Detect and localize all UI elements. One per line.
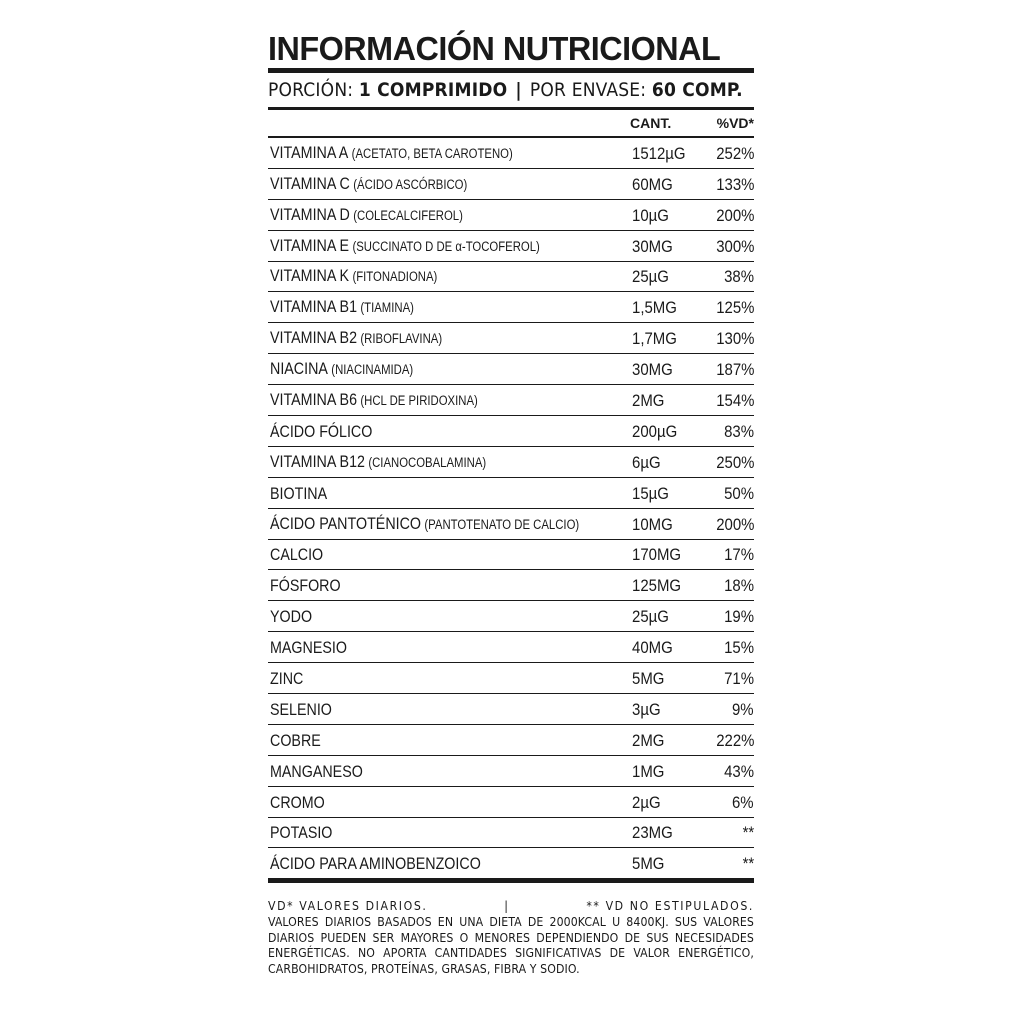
nutrient-daily-value: 300%	[715, 236, 754, 256]
container-label: POR ENVASE:	[529, 79, 647, 101]
nutrient-name	[270, 792, 325, 814]
nutrient-daily-value: 83%	[724, 421, 754, 441]
table-row	[268, 200, 754, 231]
nutrient-amount: 1,7MG	[632, 329, 677, 349]
table-row	[268, 725, 754, 756]
table-row	[268, 601, 754, 632]
nutrient-amount: 170MG	[632, 545, 682, 565]
portion-value: 1 COMPRIMIDO	[358, 79, 508, 101]
nutrient-amount: 15µG	[632, 483, 669, 503]
nutrient-amount: 25µG	[632, 267, 669, 287]
table-row	[268, 416, 754, 447]
footnote-separator: |	[504, 899, 510, 914]
nutrient-name	[270, 544, 323, 566]
nutrient-main-name: BIOTINA	[270, 483, 328, 503]
nutrient-daily-value: 17%	[724, 545, 754, 565]
nutrient-amount: 30MG	[632, 360, 673, 380]
nutrient-daily-value: 250%	[715, 452, 754, 472]
table-row	[268, 509, 754, 540]
nutrient-daily-value: 9%	[732, 699, 754, 719]
table-row	[268, 787, 754, 818]
nutrition-label	[268, 30, 754, 977]
nutrient-main-name: ZINC	[270, 669, 304, 689]
nutrient-main-name: VITAMINA B2	[270, 328, 358, 348]
label-title: INFORMACIÓN NUTRICIONAL	[268, 30, 721, 67]
nutrient-amount: 1MG	[632, 761, 665, 781]
footnote	[268, 878, 754, 977]
nutrient-daily-value: 222%	[715, 730, 754, 750]
nutrient-amount: 2MG	[632, 391, 665, 411]
table-row	[268, 570, 754, 601]
table-row	[268, 385, 754, 416]
nutrient-main-name: VITAMINA B1	[270, 297, 358, 317]
dv-column-header: %VD*	[716, 115, 754, 131]
table-row	[268, 323, 754, 354]
table-row	[268, 354, 754, 385]
nutrient-main-name: FÓSFORO	[270, 576, 341, 596]
nutrient-detail: (TIAMINA)	[360, 300, 414, 316]
nutrient-amount: 2MG	[632, 730, 665, 750]
nutrient-detail: (FITONADIONA)	[352, 269, 438, 285]
nutrient-amount: 5MG	[632, 854, 665, 874]
nutrient-daily-value: 18%	[724, 576, 754, 596]
nutrient-daily-value: 252%	[715, 143, 754, 163]
nutrient-name	[270, 204, 463, 227]
nutrient-main-name: POTASIO	[270, 823, 333, 843]
nutrient-amount: 200µG	[632, 421, 678, 441]
nutrient-main-name: VITAMINA D	[270, 204, 350, 224]
nutrient-daily-value: 154%	[715, 391, 754, 411]
nutrient-daily-value: 187%	[715, 360, 754, 380]
nutrient-main-name: ÁCIDO PARA AMINOBENZOICO	[270, 854, 481, 874]
nutrient-name	[270, 853, 481, 875]
nutrient-name	[270, 668, 303, 690]
column-header-row	[268, 110, 754, 136]
nutrient-main-name: VITAMINA B6	[270, 390, 358, 410]
nutrient-detail: (ACETATO, BETA CAROTENO)	[351, 145, 513, 161]
nutrient-main-name: MAGNESIO	[270, 638, 347, 658]
nutrient-amount: 5MG	[632, 669, 665, 689]
footnote-not-stipulated-note: ** VD NO ESTIPULADOS.	[586, 899, 754, 914]
nutrient-main-name: NIACINA	[270, 359, 328, 379]
nutrient-main-name: VITAMINA C	[270, 173, 350, 193]
nutrient-daily-value: 130%	[715, 329, 754, 349]
table-row	[268, 231, 754, 262]
nutrient-name	[270, 265, 437, 288]
nutrient-main-name: CALCIO	[270, 545, 324, 565]
nutrient-detail: (SUCCINATO D DE α-TOCOFEROL)	[352, 238, 540, 254]
nutrient-daily-value: 43%	[724, 761, 754, 781]
nutrient-main-name: CROMO	[270, 792, 325, 812]
table-row	[268, 169, 754, 200]
nutrient-name	[270, 327, 442, 350]
nutrient-main-name: YODO	[270, 607, 313, 627]
serving-separator: |	[515, 79, 522, 101]
nutrient-main-name: ÁCIDO FÓLICO	[270, 421, 373, 441]
nutrient-name	[270, 451, 486, 474]
nutrient-amount: 1,5MG	[632, 298, 677, 318]
nutrient-amount: 3µG	[632, 699, 661, 719]
nutrient-main-name: VITAMINA E	[270, 235, 350, 255]
nutrient-main-name: VITAMINA A	[270, 142, 349, 162]
nutrient-amount: 10µG	[632, 205, 669, 225]
nutrient-name	[270, 142, 513, 165]
nutrient-amount: 2µG	[632, 792, 661, 812]
nutrient-name	[270, 606, 312, 628]
nutrient-amount: 40MG	[632, 638, 673, 658]
nutrient-daily-value: 125%	[715, 298, 754, 318]
nutrient-detail: (HCL DE PIRIDOXINA)	[360, 393, 478, 409]
nutrient-daily-value: **	[742, 823, 754, 843]
nutrient-name	[270, 575, 341, 597]
nutrient-daily-value: 133%	[715, 174, 754, 194]
amount-column-header: CANT.	[630, 115, 672, 131]
nutrient-daily-value: 15%	[724, 638, 754, 658]
nutrient-daily-value: 50%	[724, 483, 754, 503]
table-row	[268, 818, 754, 849]
nutrient-daily-value: 19%	[724, 607, 754, 627]
nutrient-amount: 6µG	[632, 452, 661, 472]
table-row	[268, 848, 754, 878]
nutrient-daily-value: 200%	[715, 205, 754, 225]
nutrient-daily-value: 200%	[715, 514, 754, 534]
nutrient-name	[270, 761, 363, 783]
nutrient-table	[268, 136, 754, 878]
nutrient-main-name: COBRE	[270, 730, 321, 750]
nutrient-daily-value: **	[742, 854, 754, 874]
nutrient-name	[270, 421, 372, 443]
nutrient-amount: 1512µG	[632, 143, 686, 163]
nutrient-detail: (NIACINAMIDA)	[331, 362, 414, 378]
table-row	[268, 138, 754, 169]
container-value: 60 COMP.	[651, 79, 743, 101]
nutrient-detail: (COLECALCIFEROL)	[353, 207, 463, 223]
footnote-dv-note: VD* VALORES DIARIOS.	[268, 899, 428, 914]
table-row	[268, 478, 754, 509]
nutrient-amount: 25µG	[632, 607, 669, 627]
footnote-body: VALORES DIARIOS BASADOS EN UNA DIETA DE 2000KCAL U 8400KJ. SUS VALORES DIARIOS PUEDEN SER MAYORES O MENORES DEPENDIENDO DE SUS NECESIDADES ENERGÉTICAS. NO APORTA CANTIDADES SIGNIFICATIVAS DE VALOR ENERGÉTICO, CARBOHIDRATOS, PROTEÍNAS, GRASAS, FIBRA Y SODIO.	[268, 914, 754, 976]
table-row	[268, 292, 754, 323]
nutrient-name	[270, 235, 540, 258]
nutrient-amount: 30MG	[632, 236, 673, 256]
nutrient-name	[270, 358, 413, 381]
nutrient-daily-value: 38%	[724, 267, 754, 287]
nutrient-amount: 60MG	[632, 174, 673, 194]
nutrient-amount: 125MG	[632, 576, 682, 596]
serving-info	[268, 73, 754, 107]
nutrient-name	[270, 822, 332, 844]
nutrient-detail: (CIANOCOBALAMINA)	[368, 454, 487, 470]
nutrient-main-name: SELENIO	[270, 699, 332, 719]
nutrient-main-name: ÁCIDO PANTOTÉNICO	[270, 513, 422, 533]
footnote-line-1	[268, 899, 754, 915]
nutrient-detail: (RIBOFLAVINA)	[360, 331, 443, 347]
nutrient-name	[270, 389, 478, 412]
table-row	[268, 663, 754, 694]
table-row	[268, 632, 754, 663]
nutrient-amount: 23MG	[632, 823, 673, 843]
table-row	[268, 694, 754, 725]
nutrient-name	[270, 730, 321, 752]
nutrient-main-name: VITAMINA B12	[270, 451, 365, 471]
nutrient-name	[270, 699, 332, 721]
table-row	[268, 756, 754, 787]
nutrient-detail: (PANTOTENATO DE CALCIO)	[424, 516, 580, 532]
nutrient-main-name: VITAMINA K	[270, 266, 350, 286]
table-row	[268, 447, 754, 478]
nutrient-main-name: MANGANESO	[270, 761, 363, 781]
nutrient-name	[270, 483, 327, 505]
nutrient-daily-value: 6%	[732, 792, 754, 812]
nutrient-detail: (ÁCIDO ASCÓRBICO)	[353, 176, 468, 192]
nutrient-name	[270, 173, 467, 196]
portion-label: PORCIÓN:	[268, 79, 354, 101]
nutrient-daily-value: 71%	[724, 669, 754, 689]
nutrient-name	[270, 637, 347, 659]
nutrient-name	[270, 296, 414, 319]
nutrient-amount: 10MG	[632, 514, 673, 534]
nutrient-name	[270, 513, 579, 536]
table-row	[268, 540, 754, 571]
table-row	[268, 262, 754, 293]
